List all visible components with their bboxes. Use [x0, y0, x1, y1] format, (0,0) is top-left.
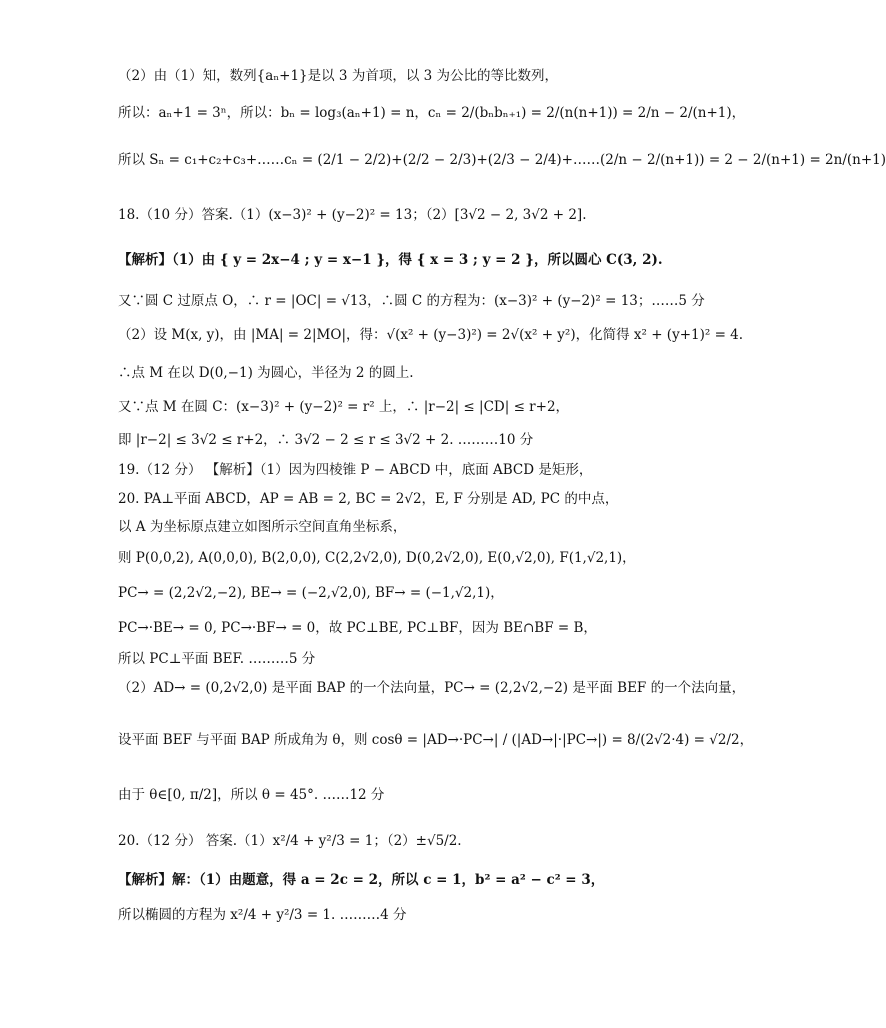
text-line: （2）设 M(x, y)，由 |MA| = 2|MO|，得：√(x² + (y−3)²) = 2√(x² + y²)，化简得 x² + (y+1)² = 4.	[118, 327, 744, 343]
text-line: 所以椭圆的方程为 x²/4 + y²/3 = 1. ………4 分	[118, 907, 407, 923]
text-line: 由于 θ∈[0, π/2]，所以 θ = 45°. ……12 分	[118, 787, 385, 803]
text-line: 【解析】解：（1）由题意，得 a = 2c = 2，所以 c = 1，b² = a² − c² = 3，	[118, 872, 605, 888]
text-line: 又∵圆 C 过原点 O，∴ r = |OC| = √13，∴圆 C 的方程为：(x−3)² + (y−2)² = 13；……5 分	[118, 293, 705, 309]
text-line: 【解析】（1）由 { y = 2x−4 ; y = x−1 }，得 { x = 3 ; y = 2 }，所以圆心 C(3, 2).	[118, 252, 663, 268]
text-line: 则 P(0,0,2), A(0,0,0), B(2,0,0), C(2,2√2,0), D(0,2√2,0), E(0,√2,0), F(1,√2,1)，	[118, 550, 636, 566]
text-line: PC→ = (2,2√2,−2), BE→ = (−2,√2,0), BF→ = (−1,√2,1)，	[118, 585, 504, 601]
text-line: （2）由（1）知，数列{aₙ+1}是以 3 为首项，以 3 为公比的等比数列，	[118, 68, 558, 84]
text-line: 设平面 BEF 与平面 BAP 所成角为 θ，则 cosθ = |AD→·PC→| / (|AD→|·|PC→|) = 8/(2√2·4) = √2/2，	[118, 732, 754, 748]
text-line: 20. PA⊥平面 ABCD，AP = AB = 2, BC = 2√2，E, F 分别是 AD, PC 的中点，	[118, 491, 619, 507]
text-line: 18.（10 分）答案.（1）(x−3)² + (y−2)² = 13；（2）[3√2 − 2, 3√2 + 2].	[118, 207, 587, 223]
text-line: （2）AD→ = (0,2√2,0) 是平面 BAP 的一个法向量，PC→ = (2,2√2,−2) 是平面 BEF 的一个法向量，	[118, 680, 746, 696]
text-line: 又∵点 M 在圆 C：(x−3)² + (y−2)² = r² 上，∴ |r−2| ≤ |CD| ≤ r+2，	[118, 399, 570, 415]
text-line: 所以 PC⊥平面 BEF. ………5 分	[118, 651, 316, 667]
text-line: 20.（12 分） 答案.（1）x²/4 + y²/3 = 1；（2）±√5/2.	[118, 833, 462, 849]
text-line: PC→·BE→ = 0, PC→·BF→ = 0，故 PC⊥BE, PC⊥BF，因为 BE∩BF = B，	[118, 620, 597, 636]
text-line: 19.（12 分） 【解析】（1）因为四棱锥 P − ABCD 中，底面 ABCD 是矩形，	[118, 462, 593, 478]
text-line: 即 |r−2| ≤ 3√2 ≤ r+2，∴ 3√2 − 2 ≤ r ≤ 3√2 + 2. ………10 分	[118, 432, 534, 448]
text-line: ∴点 M 在以 D(0,−1) 为圆心，半径为 2 的圆上.	[118, 365, 414, 381]
text-line: 以 A 为坐标原点建立如图所示空间直角坐标系，	[118, 519, 407, 535]
text-line: 所以：aₙ+1 = 3ⁿ，所以：bₙ = log₃(aₙ+1) = n，cₙ = 2/(bₙbₙ₊₁) = 2/(n(n+1)) = 2/n − 2/(n+1)，	[118, 105, 746, 121]
text-line: 所以 Sₙ = c₁+c₂+c₃+……cₙ = (2/1 − 2/2)+(2/2 − 2/3)+(2/3 − 2/4)+……(2/n − 2/(n+1)) = 2 − 2/(n+1) = 2n/(n+1)	[118, 152, 886, 168]
